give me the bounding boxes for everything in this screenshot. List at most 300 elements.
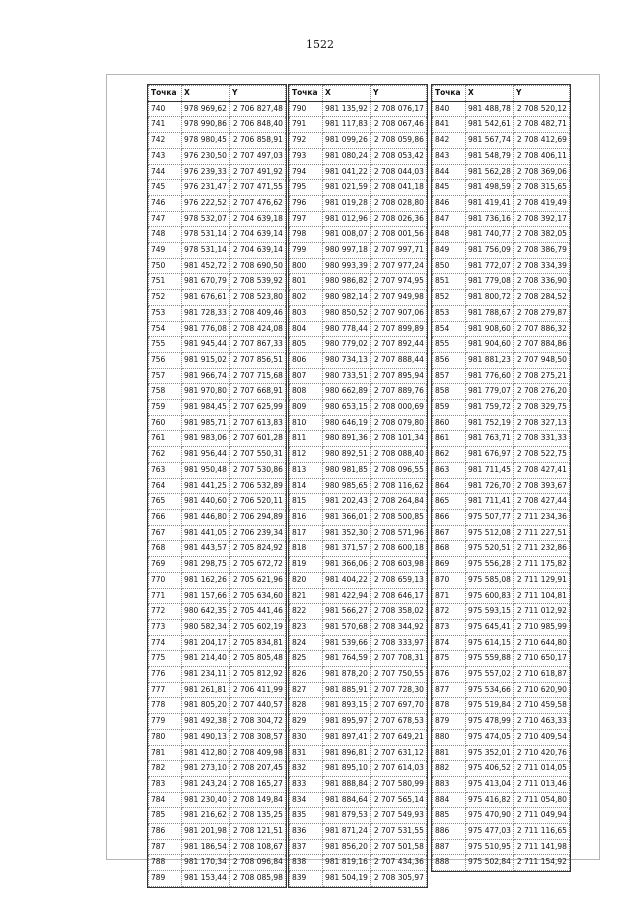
x-cell: 980 986,82 — [323, 274, 371, 290]
x-cell: 976 231,47 — [182, 180, 230, 196]
x-cell: 975 600,83 — [466, 588, 514, 604]
point-cell: 844 — [433, 164, 466, 180]
x-cell: 975 510,95 — [466, 839, 514, 855]
y-cell: 2 710 644,80 — [513, 635, 569, 651]
point-cell: 888 — [433, 855, 466, 871]
table-row — [290, 431, 427, 447]
point-cell: 881 — [433, 745, 466, 761]
point-cell: 796 — [290, 195, 323, 211]
y-cell: 2 705 812,92 — [229, 667, 285, 683]
y-cell: 2 711 234,36 — [513, 509, 569, 525]
y-cell: 2 710 650,17 — [513, 651, 569, 667]
x-cell: 981 878,20 — [323, 667, 371, 683]
table-row — [290, 635, 427, 651]
table-row — [149, 839, 286, 855]
y-cell: 2 708 327,13 — [513, 415, 569, 431]
table-row — [149, 117, 286, 133]
y-cell: 2 707 697,70 — [370, 698, 426, 714]
table-row — [433, 148, 570, 164]
table-row — [149, 243, 286, 259]
point-cell: 840 — [433, 101, 466, 117]
point-cell: 820 — [290, 572, 323, 588]
table-row — [433, 729, 570, 745]
table-row — [433, 572, 570, 588]
column-header-x: X — [466, 86, 514, 102]
table-row — [433, 745, 570, 761]
point-cell: 774 — [149, 635, 182, 651]
point-cell: 777 — [149, 682, 182, 698]
y-cell: 2 708 053,42 — [370, 148, 426, 164]
table-row — [149, 400, 286, 416]
x-cell: 981 371,57 — [323, 541, 371, 557]
table-row — [290, 305, 427, 321]
table-row — [149, 211, 286, 227]
point-cell: 877 — [433, 682, 466, 698]
y-cell: 2 707 550,31 — [229, 447, 285, 463]
y-cell: 2 707 895,94 — [370, 368, 426, 384]
x-cell: 981 779,08 — [466, 274, 514, 290]
point-cell: 763 — [149, 462, 182, 478]
x-cell: 981 670,79 — [182, 274, 230, 290]
y-cell: 2 710 618,87 — [513, 667, 569, 683]
point-cell: 807 — [290, 368, 323, 384]
x-cell: 975 614,15 — [466, 635, 514, 651]
point-cell: 855 — [433, 337, 466, 353]
table-row — [433, 290, 570, 306]
y-cell: 2 707 601,28 — [229, 431, 285, 447]
x-cell: 980 733,51 — [323, 368, 371, 384]
x-cell: 975 413,04 — [466, 776, 514, 792]
table-row — [149, 337, 286, 353]
x-cell: 981 800,72 — [466, 290, 514, 306]
point-cell: 775 — [149, 651, 182, 667]
x-cell: 976 239,33 — [182, 164, 230, 180]
point-cell: 754 — [149, 321, 182, 337]
x-cell: 980 985,65 — [323, 478, 371, 494]
table-row — [433, 494, 570, 510]
y-cell: 2 708 088,40 — [370, 447, 426, 463]
x-cell: 975 474,05 — [466, 729, 514, 745]
y-cell: 2 711 049,94 — [513, 808, 569, 824]
table-row — [149, 667, 286, 683]
point-cell: 835 — [290, 808, 323, 824]
x-cell: 981 983,06 — [182, 431, 230, 447]
y-cell: 2 708 305,97 — [370, 871, 426, 887]
y-cell: 2 708 096,55 — [370, 462, 426, 478]
table-row — [149, 651, 286, 667]
y-cell: 2 707 907,06 — [370, 305, 426, 321]
y-cell: 2 710 985,99 — [513, 619, 569, 635]
y-cell: 2 708 600,18 — [370, 541, 426, 557]
table-row — [149, 604, 286, 620]
point-cell: 800 — [290, 258, 323, 274]
x-cell: 981 788,67 — [466, 305, 514, 321]
x-cell: 981 216,62 — [182, 808, 230, 824]
column-header-y: Y — [370, 86, 426, 102]
x-cell: 981 562,28 — [466, 164, 514, 180]
y-cell: 2 706 294,89 — [229, 509, 285, 525]
table-row — [290, 478, 427, 494]
y-cell: 2 708 207,45 — [229, 761, 285, 777]
point-cell: 847 — [433, 211, 466, 227]
point-cell: 837 — [290, 839, 323, 855]
table-row — [149, 509, 286, 525]
table-row — [290, 855, 427, 871]
coordinate-table-1 — [147, 84, 287, 888]
x-cell: 981 422,94 — [323, 588, 371, 604]
table-row — [290, 227, 427, 243]
x-cell: 978 990,86 — [182, 117, 230, 133]
table-row — [433, 400, 570, 416]
point-cell: 786 — [149, 824, 182, 840]
table-row — [149, 290, 286, 306]
x-cell: 981 888,84 — [323, 776, 371, 792]
x-cell: 981 412,80 — [182, 745, 230, 761]
x-cell: 981 856,20 — [323, 839, 371, 855]
point-cell: 797 — [290, 211, 323, 227]
x-cell: 981 728,33 — [182, 305, 230, 321]
x-cell: 980 662,89 — [323, 384, 371, 400]
table-row — [433, 557, 570, 573]
table-row — [290, 180, 427, 196]
column-header-point: Точка — [433, 86, 466, 102]
y-cell: 2 706 848,40 — [229, 117, 285, 133]
y-cell: 2 707 613,83 — [229, 415, 285, 431]
point-cell: 795 — [290, 180, 323, 196]
y-cell: 2 708 406,11 — [513, 148, 569, 164]
x-cell: 981 099,26 — [323, 133, 371, 149]
x-cell: 975 593,15 — [466, 604, 514, 620]
point-cell: 784 — [149, 792, 182, 808]
x-cell: 981 539,66 — [323, 635, 371, 651]
point-cell: 778 — [149, 698, 182, 714]
table-row — [290, 572, 427, 588]
y-cell: 2 707 476,62 — [229, 195, 285, 211]
point-cell: 742 — [149, 133, 182, 149]
table-row — [290, 133, 427, 149]
table-row — [433, 431, 570, 447]
y-cell: 2 708 165,27 — [229, 776, 285, 792]
point-cell: 758 — [149, 384, 182, 400]
point-cell: 794 — [290, 164, 323, 180]
y-cell: 2 707 997,71 — [370, 243, 426, 259]
point-cell: 780 — [149, 729, 182, 745]
point-cell: 753 — [149, 305, 182, 321]
table-row — [290, 243, 427, 259]
x-cell: 980 778,44 — [323, 321, 371, 337]
point-cell: 874 — [433, 635, 466, 651]
y-cell: 2 707 625,99 — [229, 400, 285, 416]
x-cell: 981 170,34 — [182, 855, 230, 871]
table-header-row — [290, 86, 427, 102]
y-cell: 2 711 116,65 — [513, 824, 569, 840]
point-cell: 870 — [433, 572, 466, 588]
y-cell: 2 708 304,72 — [229, 714, 285, 730]
x-cell: 981 008,07 — [323, 227, 371, 243]
y-cell: 2 707 531,55 — [370, 824, 426, 840]
y-cell: 2 708 059,86 — [370, 133, 426, 149]
point-cell: 817 — [290, 525, 323, 541]
x-cell: 981 441,25 — [182, 478, 230, 494]
y-cell: 2 707 440,57 — [229, 698, 285, 714]
point-cell: 759 — [149, 400, 182, 416]
x-cell: 980 892,51 — [323, 447, 371, 463]
table-row — [149, 792, 286, 808]
table-row — [290, 776, 427, 792]
table-row — [149, 682, 286, 698]
table-row — [433, 227, 570, 243]
y-cell: 2 711 175,82 — [513, 557, 569, 573]
x-cell: 981 676,97 — [466, 447, 514, 463]
y-cell: 2 711 227,51 — [513, 525, 569, 541]
x-cell: 981 366,01 — [323, 509, 371, 525]
x-cell: 981 879,53 — [323, 808, 371, 824]
x-cell: 981 984,45 — [182, 400, 230, 416]
y-cell: 2 711 129,91 — [513, 572, 569, 588]
point-cell: 884 — [433, 792, 466, 808]
x-cell: 975 645,41 — [466, 619, 514, 635]
point-cell: 756 — [149, 352, 182, 368]
table-row — [433, 117, 570, 133]
table-row — [149, 761, 286, 777]
point-cell: 830 — [290, 729, 323, 745]
x-cell: 981 566,27 — [323, 604, 371, 620]
y-cell: 2 711 012,92 — [513, 604, 569, 620]
x-cell: 975 519,84 — [466, 698, 514, 714]
x-cell: 981 759,72 — [466, 400, 514, 416]
coordinate-table-3 — [431, 84, 571, 872]
point-cell: 833 — [290, 776, 323, 792]
y-cell: 2 708 409,46 — [229, 305, 285, 321]
point-cell: 760 — [149, 415, 182, 431]
point-cell: 864 — [433, 478, 466, 494]
table-row — [433, 698, 570, 714]
point-cell: 880 — [433, 729, 466, 745]
point-cell: 809 — [290, 400, 323, 416]
x-cell: 978 532,07 — [182, 211, 230, 227]
x-cell: 981 162,26 — [182, 572, 230, 588]
point-cell: 769 — [149, 557, 182, 573]
x-cell: 981 452,72 — [182, 258, 230, 274]
point-cell: 799 — [290, 243, 323, 259]
table-row — [433, 384, 570, 400]
x-cell: 981 273,10 — [182, 761, 230, 777]
table-row — [433, 761, 570, 777]
x-cell: 981 711,45 — [466, 462, 514, 478]
x-cell: 980 993,39 — [323, 258, 371, 274]
point-cell: 861 — [433, 431, 466, 447]
x-cell: 981 234,11 — [182, 667, 230, 683]
point-cell: 862 — [433, 447, 466, 463]
table-row — [149, 431, 286, 447]
table-row — [433, 808, 570, 824]
y-cell: 2 708 482,71 — [513, 117, 569, 133]
page-number: 1522 — [306, 38, 334, 51]
y-cell: 2 708 358,02 — [370, 604, 426, 620]
x-cell: 981 153,44 — [182, 871, 230, 887]
table-row — [433, 651, 570, 667]
point-cell: 751 — [149, 274, 182, 290]
point-cell: 793 — [290, 148, 323, 164]
y-cell: 2 711 013,46 — [513, 776, 569, 792]
point-cell: 858 — [433, 384, 466, 400]
y-cell: 2 707 856,51 — [229, 352, 285, 368]
x-cell: 981 157,66 — [182, 588, 230, 604]
x-cell: 975 512,08 — [466, 525, 514, 541]
x-cell: 975 477,03 — [466, 824, 514, 840]
y-cell: 2 708 041,18 — [370, 180, 426, 196]
table-row — [149, 462, 286, 478]
table-row — [433, 195, 570, 211]
x-cell: 981 950,48 — [182, 462, 230, 478]
table-header-row — [149, 86, 286, 102]
x-cell: 981 202,43 — [323, 494, 371, 510]
point-cell: 869 — [433, 557, 466, 573]
table-row — [290, 698, 427, 714]
y-cell: 2 708 149,84 — [229, 792, 285, 808]
point-cell: 815 — [290, 494, 323, 510]
point-cell: 879 — [433, 714, 466, 730]
table-row — [290, 792, 427, 808]
y-cell: 2 708 001,56 — [370, 227, 426, 243]
point-cell: 819 — [290, 557, 323, 573]
x-cell: 981 419,41 — [466, 195, 514, 211]
table-row — [433, 604, 570, 620]
point-cell: 761 — [149, 431, 182, 447]
table-row — [149, 258, 286, 274]
y-cell: 2 708 500,85 — [370, 509, 426, 525]
table-row — [290, 509, 427, 525]
table-row — [290, 462, 427, 478]
point-cell: 766 — [149, 509, 182, 525]
x-cell: 981 443,57 — [182, 541, 230, 557]
column-header-y: Y — [229, 86, 285, 102]
x-cell: 981 504,19 — [323, 871, 371, 887]
table-row — [290, 415, 427, 431]
point-cell: 757 — [149, 368, 182, 384]
point-cell: 841 — [433, 117, 466, 133]
table-row — [433, 133, 570, 149]
x-cell: 981 117,83 — [323, 117, 371, 133]
x-cell: 980 642,35 — [182, 604, 230, 620]
table-row — [290, 714, 427, 730]
y-cell: 2 708 275,21 — [513, 368, 569, 384]
point-cell: 824 — [290, 635, 323, 651]
point-cell: 859 — [433, 400, 466, 416]
table-row — [433, 305, 570, 321]
x-cell: 975 559,88 — [466, 651, 514, 667]
y-cell: 2 708 135,25 — [229, 808, 285, 824]
y-cell: 2 708 121,51 — [229, 824, 285, 840]
y-cell: 2 710 409,54 — [513, 729, 569, 745]
x-cell: 981 019,28 — [323, 195, 371, 211]
point-cell: 805 — [290, 337, 323, 353]
point-cell: 816 — [290, 509, 323, 525]
x-cell: 981 201,98 — [182, 824, 230, 840]
x-cell: 981 711,41 — [466, 494, 514, 510]
y-cell: 2 711 054,80 — [513, 792, 569, 808]
table-row — [149, 557, 286, 573]
point-cell: 783 — [149, 776, 182, 792]
table-row — [290, 761, 427, 777]
table-row — [149, 855, 286, 871]
y-cell: 2 707 580,99 — [370, 776, 426, 792]
table-row — [290, 808, 427, 824]
y-cell: 2 708 336,90 — [513, 274, 569, 290]
point-cell: 762 — [149, 447, 182, 463]
x-cell: 981 895,10 — [323, 761, 371, 777]
y-cell: 2 708 427,44 — [513, 494, 569, 510]
table-row — [433, 478, 570, 494]
y-cell: 2 707 888,44 — [370, 352, 426, 368]
y-cell: 2 708 333,97 — [370, 635, 426, 651]
y-cell: 2 708 276,20 — [513, 384, 569, 400]
y-cell: 2 707 886,32 — [513, 321, 569, 337]
table-row — [433, 211, 570, 227]
point-cell: 750 — [149, 258, 182, 274]
y-cell: 2 708 382,05 — [513, 227, 569, 243]
x-cell: 981 908,60 — [466, 321, 514, 337]
table-row — [149, 321, 286, 337]
x-cell: 981 756,09 — [466, 243, 514, 259]
point-cell: 746 — [149, 195, 182, 211]
x-cell: 975 470,90 — [466, 808, 514, 824]
y-cell: 2 708 044,03 — [370, 164, 426, 180]
point-cell: 741 — [149, 117, 182, 133]
table-row — [149, 368, 286, 384]
table-row — [149, 729, 286, 745]
y-cell: 2 708 571,96 — [370, 525, 426, 541]
x-cell: 978 980,45 — [182, 133, 230, 149]
point-cell: 772 — [149, 604, 182, 620]
point-cell: 801 — [290, 274, 323, 290]
y-cell: 2 707 977,24 — [370, 258, 426, 274]
point-cell: 845 — [433, 180, 466, 196]
table-row — [149, 714, 286, 730]
x-cell: 981 012,96 — [323, 211, 371, 227]
table-row — [433, 667, 570, 683]
y-cell: 2 708 315,65 — [513, 180, 569, 196]
point-cell: 832 — [290, 761, 323, 777]
y-cell: 2 708 026,36 — [370, 211, 426, 227]
y-cell: 2 707 649,21 — [370, 729, 426, 745]
point-cell: 791 — [290, 117, 323, 133]
y-cell: 2 706 411,99 — [229, 682, 285, 698]
x-cell: 981 885,91 — [323, 682, 371, 698]
point-cell: 857 — [433, 368, 466, 384]
y-cell: 2 708 108,67 — [229, 839, 285, 855]
table-row — [290, 384, 427, 400]
x-cell: 981 567,74 — [466, 133, 514, 149]
x-cell: 981 897,41 — [323, 729, 371, 745]
x-cell: 980 981,85 — [323, 462, 371, 478]
table-row — [149, 352, 286, 368]
y-cell: 2 706 520,11 — [229, 494, 285, 510]
y-cell: 2 710 620,90 — [513, 682, 569, 698]
point-cell: 798 — [290, 227, 323, 243]
point-cell: 856 — [433, 352, 466, 368]
table-row — [433, 588, 570, 604]
table-row — [433, 180, 570, 196]
y-cell: 2 707 668,91 — [229, 384, 285, 400]
table-row — [433, 447, 570, 463]
table-row — [149, 824, 286, 840]
y-cell: 2 708 412,69 — [513, 133, 569, 149]
point-cell: 851 — [433, 274, 466, 290]
table-row — [290, 729, 427, 745]
x-cell: 975 478,99 — [466, 714, 514, 730]
point-cell: 865 — [433, 494, 466, 510]
